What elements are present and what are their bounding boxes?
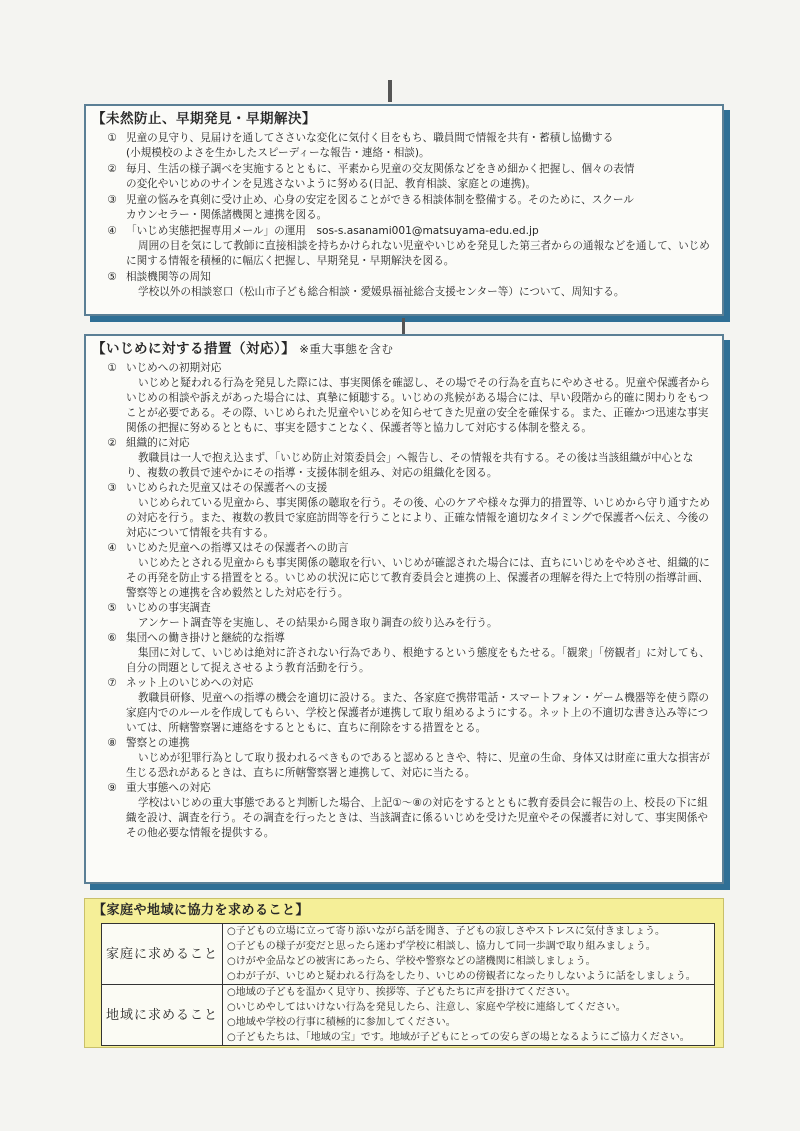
list-item: ○地域や学校の行事に積極的に参加してください。 xyxy=(227,1017,456,1028)
list-item: ○地域の子どもを温かく見守り、挨拶等、子どもたちに声を掛けてください。 xyxy=(227,987,576,998)
response-item: ⑥ 集団への働き掛けと継続的な指導 集団に対して、いじめは絶対に許されない行為であり、根絶するという態度をもたせる。「観衆」「傍観者」に対しても、自分の問題として捉えさせるよう教育活動を行う。 xyxy=(107,632,710,674)
community-label: 地域に求めること xyxy=(102,985,223,1046)
list-item: ○子どもの立場に立って寄り添いながら話を聞き、子どもの寂しさやストレスに気付きましょう。 xyxy=(227,926,666,937)
response-title: 【いじめに対する措置（対応）】 ※重大事態を含む xyxy=(92,341,394,357)
table-row xyxy=(102,985,715,1046)
response-item: ③ いじめられた児童又はその保護者への支援 いじめられている児童から、事実関係の聴取を行う。その後、心のケアや様々な弾力的措置等、いじめから守り通すための対応を行う。また、複数の教員で家庭訪問等を行うことにより、正確な情報を適切なタイミングで保護者へ伝え、今後の対応について情報を共有する。 xyxy=(107,482,711,539)
prevention-item: ① 児童の見守り、見届けを通してささいな変化に気付く目をもち、職員間で情報を共有・蓄積し協働する (小規模校のよさを生かしたスピーディーな報告・連絡・相談)。 xyxy=(107,132,614,159)
prevention-item: ③ 児童の悩みを真剣に受け止め、心身の安定を図ることができる相談体制を整備する。そのために、スクール カウンセラー・関係諸機関と連携を図る。 xyxy=(107,194,634,221)
response-item: ① いじめへの初期対応 いじめと疑われる行為を発見した際には、事実関係を確認し、その場でその行為を直ちにやめさせる。児童や保護者からいじめの相談や訴えがあった場合には、真摯に傾聴する。いじめの兆候がある場合には、早い段階から的確に関わりをもつことが必要である。その際、いじめられた児童やいじめを知らせてきた児童の安全を確保する。また、正確かつ迅速な事実関係の把握に努めるとともに、事実を隠すことなく、保護者等と協力して対応する体制を整える。 xyxy=(107,362,711,434)
cooperation-table xyxy=(101,923,715,1046)
list-item: ○いじめやしてはいけない行為を発見したら、注意し、家庭や学校に連絡してください。 xyxy=(227,1002,626,1013)
response-item: ⑤ いじめの事実調査 アンケート調査等を実施し、その結果から聞き取り調査の絞り込みを行う。 xyxy=(107,602,498,629)
response-item: ④ いじめた児童への指導又はその保護者への助言 いじめたとされる児童からも事実関係の聴取を行い、いじめが確認された場合には、直ちにいじめをやめさせ、組織的にその再発を防止する措置をとる。いじめの状況に応じて教育委員会と連携の上、保護者の理解を得た上で特別の指導計画、警察等との連携を含め毅然とした対応を行う。 xyxy=(107,542,710,599)
list-item: ○わが子が、いじめと疑われる行為をしたり、いじめの傍観者になったりしないように話をしましょう。 xyxy=(227,971,696,982)
prevention-item: ⑤ 相談機関等の周知 学校以外の相談窓口（松山市子ども総合相談・愛媛県福祉総合支援センター等）について、周知する。 xyxy=(107,271,625,298)
email-address-line: 「いじめ実態把握専用メール」の運用 sos-s.asanami001@matsuyama-edu.ed.jp xyxy=(126,225,539,237)
list-item: ○けがや金品などの被害にあったら、学校や警察などの諸機関に相談しましょう。 xyxy=(227,956,596,967)
prevention-item: ② 毎月、生活の様子調べを実施するとともに、平素から児童の交友関係などをきめ細かく把握し、個々の表情 の変化やいじめのサインを見逃さないように努める(日記、教育相談、家庭との連携)。 xyxy=(107,163,635,190)
cooperation-title: 【家庭や地域に協力を求めること】 xyxy=(93,903,310,918)
table-row xyxy=(102,924,715,985)
response-item: ⑧ 警察との連携 いじめが犯罪行為として取り扱われるべきものであると認めるときや、特に、児童の生命、身体又は財産に重大な損害が生じる恐れがあるときは、直ちに所轄警察署と連携して、対応に当たる。 xyxy=(107,737,710,779)
binding-mark-top xyxy=(388,80,392,102)
response-item: ② 組織的に対応 教職員は一人で抱え込まず、「いじめ防止対策委員会」へ報告し、その情報を共有する。その後は当該組織が中心となり、複数の教員で速やかにその指導・支援体制を組み、対応の組織化を図る。 xyxy=(107,437,694,479)
cooperation-section xyxy=(84,898,724,1048)
home-label: 家庭に求めること xyxy=(102,924,223,985)
response-note: ※重大事態を含む xyxy=(299,342,394,356)
response-section xyxy=(84,334,724,884)
list-item: ○子どもたちは、「地域の宝」です。地域が子どもにとっての安らぎの場となるようにご協力ください。 xyxy=(227,1032,690,1043)
list-item: ○子どもの様子が変だと思ったら迷わず学校に相談し、協力して同一歩調で取り組みましょう。 xyxy=(227,941,656,952)
prevention-section xyxy=(84,104,724,316)
response-item: ⑦ ネット上のいじめへの対応 教職員研修、児童への指導の機会を適切に設ける。また、各家庭で携帯電話・スマートフォン・ゲーム機器等を使う際の家庭内でのルールを作成してもらい、学校と保護者が連携して取り組めるようにする。ネット上の不適切な書き込み等については、所轄警察署に連絡をするとともに、直ちに削除をする措置をとる。 xyxy=(107,677,709,734)
prevention-item-email: ④ 「いじめ実態把握専用メール」の運用 sos-s.asanami001@matsuyama-edu.ed.jp 周囲の目を気にして教師に直接相談を持ちかけられない児童やいじめを発見した第三者からの通報などを通して、いじめに関する情報を積極的に幅広く把握し、早期発見・早期解決を図る。 xyxy=(102,224,712,269)
prevention-title: 【未然防止、早期発見・早期解決】 xyxy=(92,111,316,127)
response-item: ⑨ 重大事態への対応 学校はいじめの重大事態であると判断した場合、上記①～⑧の対応をするとともに教育委員会に報告の上、校長の下に組織を設け、調査を行う。その調査を行ったときは、当該調査に係るいじめを受けた児童やその保護者に対して、事実関係やその他必要な情報を提供する。 xyxy=(107,782,709,839)
